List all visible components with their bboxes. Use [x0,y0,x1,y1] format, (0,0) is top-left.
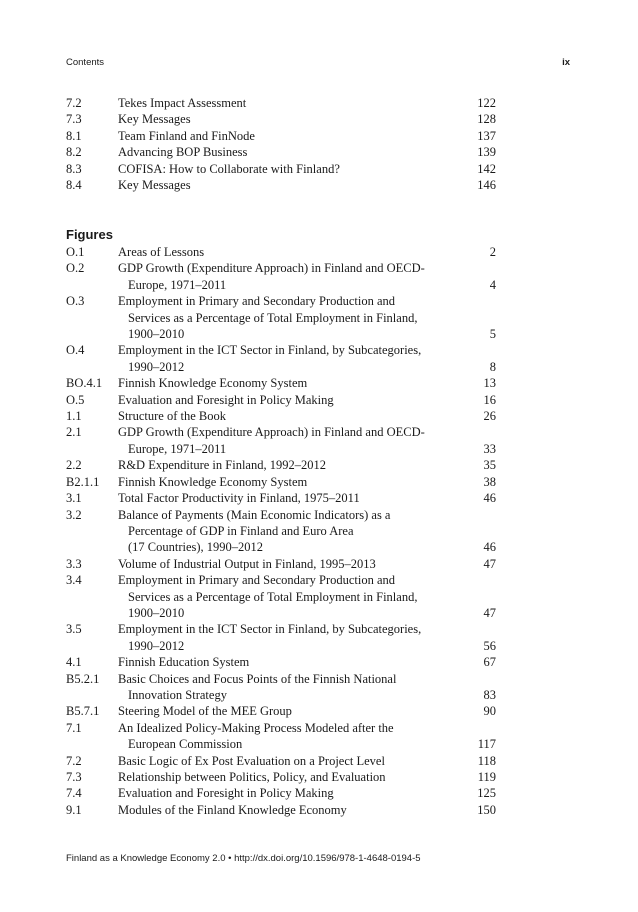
toc-entry [66,474,496,490]
toc-entry [66,424,496,457]
page-number: ix [562,57,570,68]
entry-number: BO.4.1 [66,376,103,391]
entry-title-line: Finnish Knowledge Economy System [118,474,308,489]
entry-number: 9.1 [66,802,82,817]
toc-entry [66,95,496,111]
entry-page: 2 [489,245,496,259]
toc-entry [66,408,496,424]
entry-title-line: Finnish Education System [118,655,250,670]
entry-page: 83 [483,687,496,702]
entry-title [66,144,496,160]
entry-page: 47 [483,605,496,620]
entry-title [66,785,496,801]
entry-page: 47 [483,556,496,571]
entry-number: 8.2 [66,145,82,160]
entry-title-line: European Commission [128,737,243,752]
entry-title [66,490,496,506]
entry-title [66,753,496,769]
entry-title [66,424,496,457]
toc-entry [66,490,496,506]
entry-page: 46 [483,540,496,555]
entry-title [66,769,496,785]
toc-entry [66,144,496,160]
entry-title-line: Modules of the Finland Knowledge Economy [118,802,347,817]
entry-page: 16 [483,392,496,407]
entry-number: 7.3 [66,112,82,127]
entry-page: 38 [483,474,496,489]
toc-entry [66,654,496,670]
entry-title-line: GDP Growth (Expenditure Approach) in Finland and OECD- [118,425,425,440]
entry-title [66,572,496,621]
toc-entry [66,769,496,785]
entry-title-line: Basic Choices and Focus Points of the Finnish National [118,671,397,686]
toc-entry [66,293,496,342]
entry-title [66,392,496,408]
entry-title-line: COFISA: How to Collaborate with Finland? [118,161,340,176]
entry-page: 8 [489,359,496,374]
entry-title-line: Employment in the ICT Sector in Finland, by Subcategories, [118,343,422,358]
entry-page: 33 [483,441,496,456]
entry-title [66,474,496,490]
entry-number: 7.3 [66,770,82,784]
entry-title [66,177,496,193]
toc-entry [66,785,496,801]
entry-title [66,95,496,111]
entry-title-line: Employment in Primary and Secondary Production and [118,573,396,588]
entry-title-line: Basic Logic of Ex Post Evaluation on a Project Level [118,753,385,768]
entry-title-line: Services as a Percentage of Total Employment in Finland, [128,310,418,325]
toc-entry [66,457,496,473]
entry-title-line: 1900–2010 [128,605,185,620]
entry-page: 122 [477,96,496,110]
entry-title [66,244,496,260]
entry-title-line: 1900–2010 [128,327,185,342]
toc-entry [66,244,496,260]
entry-number: O.2 [66,261,85,276]
entry-number: B5.2.1 [66,671,100,686]
figures-heading: Figures [66,227,113,242]
toc-entry [66,802,496,818]
entry-number: 7.2 [66,753,82,768]
entry-page: 119 [477,770,496,784]
entry-number: 3.1 [66,491,82,506]
entry-title-line: Volume of Industrial Output in Finland, 1995–2013 [118,556,376,571]
entry-title-line: Employment in Primary and Secondary Production and [118,294,396,309]
entry-number: 3.5 [66,622,82,637]
entry-page: 137 [477,128,496,143]
entry-title-line: R&D Expenditure in Finland, 1992–2012 [118,458,326,473]
entry-title-line: Employment in the ICT Sector in Finland, by Subcategories, [118,622,422,637]
entry-number: 2.1 [66,425,82,440]
entry-title [66,111,496,127]
entry-number: O.5 [66,392,85,407]
entry-page: 67 [483,655,496,670]
entry-page: 5 [489,327,496,342]
entry-page: 118 [477,753,496,768]
entry-page: 125 [477,786,496,801]
entry-number: 7.2 [66,96,82,110]
entry-title-line: GDP Growth (Expenditure Approach) in Finland and OECD- [118,261,425,276]
entry-title [66,293,496,342]
entry-title-line: Total Factor Productivity in Finland, 1975–2011 [118,491,360,506]
entry-page: 26 [483,409,496,424]
entry-title [66,457,496,473]
entry-title [66,375,496,391]
running-head [66,57,570,71]
entry-title-line: (17 Countries), 1990–2012 [128,540,264,555]
entry-title [66,556,496,572]
entry-number: O.3 [66,294,85,309]
entry-page: 128 [477,112,496,127]
entry-number: 3.2 [66,507,82,522]
entry-title-line: Evaluation and Foresight in Policy Making [118,392,334,407]
entry-title-line: Evaluation and Foresight in Policy Making [118,786,334,801]
entry-title [66,720,496,753]
entry-title [66,260,496,293]
entry-title-line: An Idealized Policy-Making Process Modeled after the [118,720,394,735]
entry-title-line: Relationship between Politics, Policy, and Evaluation [118,770,386,784]
toc-entry [66,342,496,375]
entry-title [66,703,496,719]
entry-title [66,128,496,144]
entry-title-line: 1990–2012 [128,359,185,374]
entry-number: 8.4 [66,178,82,193]
entry-title-line: Finnish Knowledge Economy System [118,376,308,391]
toc-entry [66,507,496,556]
entry-title [66,671,496,704]
entry-title-line: Innovation Strategy [128,687,227,702]
entry-title [66,654,496,670]
entry-page: 150 [477,802,496,817]
entry-number: O.4 [66,343,85,358]
entry-page: 139 [477,145,496,160]
entry-number: 8.1 [66,128,82,143]
toc-entry [66,753,496,769]
entry-page: 90 [483,704,496,719]
toc-entry [66,375,496,391]
entry-title [66,507,496,556]
entry-page: 117 [477,737,496,752]
entry-title-line: Balance of Payments (Main Economic Indicators) as a [118,507,391,522]
entry-title-line: Tekes Impact Assessment [118,96,247,110]
entry-title-line: Structure of the Book [118,409,226,424]
figures-list [66,244,496,818]
entry-number: 7.1 [66,720,82,735]
entry-number: 3.4 [66,573,82,588]
entry-number: B5.7.1 [66,704,100,719]
entry-number: 2.2 [66,458,82,473]
running-head-section: Contents [66,57,105,68]
entry-page: 35 [483,458,496,473]
entry-page: 56 [483,638,496,653]
entry-number: B2.1.1 [66,474,100,489]
toc-entry [66,572,496,621]
entry-page: 142 [477,161,496,176]
entry-number: O.1 [66,245,85,259]
entry-title [66,161,496,177]
toc-entry [66,161,496,177]
entry-page: 13 [483,376,496,391]
toc-entry [66,671,496,704]
entry-title-line: Key Messages [118,112,191,127]
entry-number: 8.3 [66,161,82,176]
entry-title-line: Services as a Percentage of Total Employment in Finland, [128,589,418,604]
toc-entry [66,177,496,193]
toc-entry [66,703,496,719]
entry-title [66,408,496,424]
toc-continued-list [66,95,496,193]
entry-title [66,802,496,818]
toc-entry [66,260,496,293]
entry-title-line: Areas of Lessons [118,245,205,259]
toc-entry [66,128,496,144]
entry-title-line: Advancing BOP Business [118,145,248,160]
entry-page: 4 [489,277,496,292]
entry-number: 1.1 [66,409,82,424]
page-footer: Finland as a Knowledge Economy 2.0 • http://dx.doi.org/10.1596/978-1-4648-0194-5 [66,853,421,864]
entry-page: 146 [477,178,496,193]
entry-title [66,342,496,375]
toc-entry [66,111,496,127]
toc-entry [66,621,496,654]
entry-title-line: Percentage of GDP in Finland and Euro Area [128,523,354,538]
entry-page: 46 [483,491,496,506]
entry-title-line: 1990–2012 [128,638,185,653]
toc-entry [66,720,496,753]
entry-number: 7.4 [66,786,82,801]
toc-entry [66,556,496,572]
entry-number: 4.1 [66,655,82,670]
entry-number: 3.3 [66,556,82,571]
entry-title-line: Key Messages [118,178,191,193]
entry-title-line: Team Finland and FinNode [118,128,255,143]
entry-title [66,621,496,654]
entry-title-line: Steering Model of the MEE Group [118,704,292,719]
entry-title-line: Europe, 1971–2011 [128,277,227,292]
toc-entry [66,392,496,408]
entry-title-line: Europe, 1971–2011 [128,441,227,456]
